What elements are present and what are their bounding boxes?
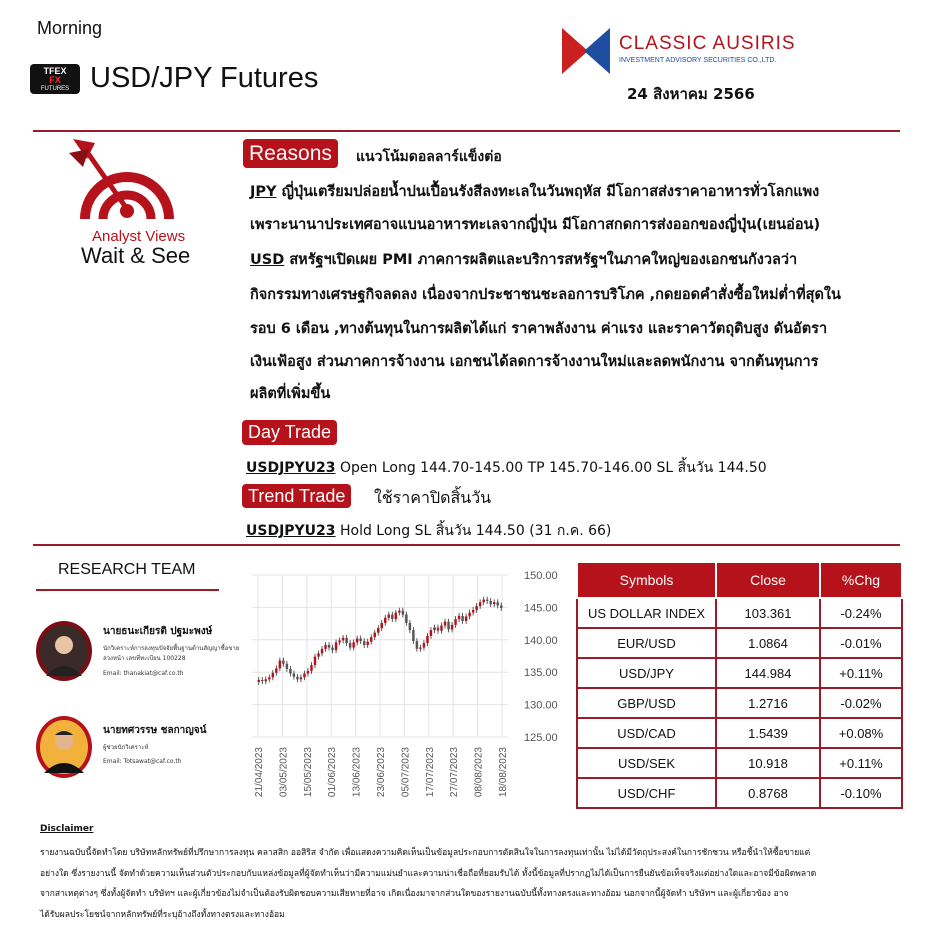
avatar xyxy=(35,620,93,682)
trend-trade-note: ใช้ราคาปิดสิ้นวัน xyxy=(374,488,492,507)
tfex-logo-line3: FUTURES xyxy=(40,86,70,92)
candle-body xyxy=(307,671,309,674)
symbol-cell: USD/JPY xyxy=(577,658,716,688)
candle-body xyxy=(398,611,400,613)
candle-body xyxy=(412,630,414,641)
candle-body xyxy=(265,679,267,681)
table-row xyxy=(577,778,902,808)
candle-body xyxy=(324,645,326,649)
x-tick-label: 15/05/2023 xyxy=(302,747,314,798)
candle-body xyxy=(258,680,260,682)
close-cell: 1.0864 xyxy=(716,628,820,658)
page-title: USD/JPY Futures xyxy=(90,62,319,94)
header-chg: %Chg xyxy=(820,562,902,598)
candle-body xyxy=(444,622,446,626)
table-row xyxy=(577,628,902,658)
candle-body xyxy=(342,638,344,641)
team-member-1-role: นักวิเคราะห์การลงทุนปัจจัยพื้นฐานด้านสัญญาซื้อขายล่วงหน้า เลขที่ทะเบียน 100228 xyxy=(103,645,240,662)
disclaimer-line: รายงานฉบับนี้จัดทำโดย บริษัทหลักทรัพย์ที่ปรึกษาการลงทุน คลาสสิก ออสิริส จำกัด เพื่อแสดงความคิดเห็นเป็นข้อมูลประกอบการตัดสินใจในการลงทุนเท่านั้น ไม่ได้มีวัตถุประสงค์ในการชักชวน หรือชี้นำให้ซื้อขายแต่ xyxy=(40,848,811,858)
team-member-2-role: ผู้ช่วยนักวิเคราะห์ xyxy=(103,744,149,751)
y-tick-label: 130.00 xyxy=(524,699,558,712)
company-logo-icon xyxy=(560,26,612,76)
candle-body xyxy=(349,643,351,648)
day-trade-line xyxy=(246,457,767,479)
avatar xyxy=(35,715,93,779)
table-row xyxy=(577,688,902,718)
session-label: Morning xyxy=(37,18,103,38)
usd-paragraph-line5: ผลิตที่เพิ่มขึ้น xyxy=(250,386,331,402)
disclaimer-line: จากสาเหตุต่างๆ ซึ่งทั้งผู้จัดทำ บริษัทฯ และผู้เกี่ยวข้องไม่จำเป็นต้องรับผิดชอบความเสียหายที่อาจ เกิดเนื่องมาจากส่วนใดของรายงานฉบับนี้ทั้งทางตรงและทางอ้อม นอกจากนี้ผู้จัดทำ บริษัทฯ และผู้เกี่ยวข้อง อาจ xyxy=(40,889,789,899)
symbol-cell: US DOLLAR INDEX xyxy=(577,598,716,628)
company-name: CLASSIC AUSIRIS xyxy=(619,33,796,54)
candle-body xyxy=(272,673,274,678)
candle-body xyxy=(366,642,368,645)
day-trade-text: Open Long 144.70-145.00 TP 145.70-146.00 SL สิ้นวัน 144.50 xyxy=(335,460,767,476)
team-member-1-name: นายธนะเกียรติ ปฐมะพงษ์ xyxy=(103,626,213,637)
jpy-tag: JPY xyxy=(250,184,277,200)
trend-trade-text: Hold Long SL สิ้นวัน 144.50 (31 ก.ค. 66) xyxy=(335,523,612,539)
candle-body xyxy=(430,630,432,636)
y-tick-label: 140.00 xyxy=(524,634,558,647)
analyst-caption: Analyst Views xyxy=(92,228,186,245)
table-row xyxy=(577,658,902,688)
research-team-underline xyxy=(36,589,219,591)
reasons-headline: แนวโน้มดอลลาร์แข็งต่อ xyxy=(356,149,502,165)
chg-cell: +0.11% xyxy=(820,658,902,688)
candle-body xyxy=(489,601,491,604)
x-tick-label: 17/07/2023 xyxy=(424,747,436,798)
candle-body xyxy=(359,639,361,642)
candle-body xyxy=(451,625,453,630)
candle-body xyxy=(303,673,305,677)
candle-body xyxy=(461,616,463,621)
quotes-header-row xyxy=(577,562,902,598)
candle-body xyxy=(356,639,358,643)
header-divider xyxy=(33,130,900,132)
usd-tag: USD xyxy=(250,252,285,268)
header-close: Close xyxy=(716,562,820,598)
chg-cell: +0.08% xyxy=(820,718,902,748)
candle-body xyxy=(279,661,281,669)
y-tick-label: 145.00 xyxy=(524,602,558,615)
chg-cell: -0.01% xyxy=(820,628,902,658)
research-team-title: RESEARCH TEAM xyxy=(58,561,196,578)
candle-body xyxy=(321,649,323,654)
candle-body xyxy=(440,626,442,631)
x-tick-label: 01/06/2023 xyxy=(327,747,339,798)
candle-body xyxy=(282,661,284,664)
candle-body xyxy=(391,615,393,620)
close-cell: 1.5439 xyxy=(716,718,820,748)
candle-body xyxy=(482,600,484,603)
usd-paragraph-line2: กิจกรรมทางเศรษฐกิจลดลง เนื่องจากประชาชนชะลอการบริโภค ,กดยอดคำสั่งซื้อใหม่ต่ำที่สุดใน xyxy=(250,287,841,303)
candle-body xyxy=(405,615,407,623)
trend-trade-symbol: USDJPYU23 xyxy=(246,523,336,539)
candle-body xyxy=(377,628,379,633)
quotes-table xyxy=(576,561,903,809)
close-cell: 10.918 xyxy=(716,748,820,778)
chg-cell: -0.10% xyxy=(820,778,902,808)
candle-body xyxy=(381,623,383,628)
x-tick-label: 23/06/2023 xyxy=(376,747,387,798)
team-member-2-email: Email: Totsawat@caf.co.th xyxy=(103,758,182,765)
candle-body xyxy=(458,616,460,619)
x-tick-label: 18/08/2023 xyxy=(498,747,509,798)
candle-body xyxy=(296,677,298,680)
candle-body xyxy=(486,600,488,601)
chg-cell: +0.11% xyxy=(820,748,902,778)
candle-body xyxy=(268,677,270,679)
tfex-logo-line1: TFEX xyxy=(43,66,67,76)
x-tick-label: 03/05/2023 xyxy=(278,747,290,798)
candle-body xyxy=(328,645,330,648)
candle-body xyxy=(496,602,498,605)
tfex-logo xyxy=(30,64,80,94)
candle-body xyxy=(426,636,428,643)
header-symbols: Symbols xyxy=(577,562,716,598)
candle-body xyxy=(475,606,477,610)
candle-body xyxy=(447,622,449,630)
candle-body xyxy=(437,627,439,630)
y-tick-label: 150.00 xyxy=(524,570,558,582)
disclaimer-title: Disclaimer xyxy=(40,824,94,834)
candle-body xyxy=(419,648,421,649)
symbol-cell: USD/CAD xyxy=(577,718,716,748)
candle-body xyxy=(338,640,340,642)
table-row xyxy=(577,598,902,628)
candle-body xyxy=(433,627,435,630)
candle-body xyxy=(370,637,372,642)
candle-body xyxy=(395,613,397,619)
candle-body xyxy=(479,602,481,606)
candle-body xyxy=(472,610,474,613)
team-member-2-name: นายทศวรรษ ชลกาญจน์ xyxy=(103,725,207,736)
usd-paragraph-line3: รอบ 6 เดือน ,ทางต้นทุนในการผลิตได้แก่ ราคาพลังงาน ค่าแรง และราคาวัตถุดิบสูง ดันอัตรา xyxy=(250,321,828,337)
symbol-cell: EUR/USD xyxy=(577,628,716,658)
candle-body xyxy=(314,657,316,665)
candle-body xyxy=(493,602,495,604)
trend-trade-line xyxy=(246,520,611,542)
candle-body xyxy=(293,673,295,676)
candle-body xyxy=(331,648,333,651)
candle-body xyxy=(402,611,404,615)
close-cell: 1.2716 xyxy=(716,688,820,718)
candle-body xyxy=(317,653,319,656)
candle-body xyxy=(454,619,456,625)
jpy-paragraph-line2: เพราะนานาประเทศอาจแบนอาหารทะเลจากญี่ปุ่น มีโอกาสกดการส่งออกของญี่ปุ่น(เยนอ่อน) xyxy=(250,217,821,233)
x-tick-label: 08/08/2023 xyxy=(473,747,485,798)
jpy-paragraph-line1 xyxy=(250,180,819,203)
symbol-cell: USD/CHF xyxy=(577,778,716,808)
report-date: 24 สิงหาคม 2566 xyxy=(627,85,755,103)
usd-text-1: สหรัฐฯเปิดเผย PMI ภาคการผลิตและบริการสหรัฐฯในภาคใหญ่ของเอกชนกังวลว่า xyxy=(284,252,798,268)
candle-body xyxy=(388,615,390,618)
symbol-cell: USD/SEK xyxy=(577,748,716,778)
candle-body xyxy=(310,665,312,671)
chg-cell: -0.02% xyxy=(820,688,902,718)
close-cell: 0.8768 xyxy=(716,778,820,808)
day-trade-label: Day Trade xyxy=(242,420,337,445)
candle-body xyxy=(465,616,467,621)
candle-body xyxy=(352,642,354,647)
x-tick-label: 05/07/2023 xyxy=(400,747,412,798)
disclaimer-line: อย่างใด ซึ่งรายงานนี้ จัดทำด้วยความเห็นส่วนตัวประกอบกับแหล่งข้อมูลที่ผู้จัดทำเห็นว่ามีความแม่นยำและความน่าเชื่อถือที่ยอมรับได้ ทั้งนี้ข้อมูลที่ปรากฏไม่ได้เป็นการยืนยันข้อเท็จจริงแต่อย่างใดและอาจมีข้อผิดพลาด xyxy=(40,869,817,879)
candle-body xyxy=(416,641,418,649)
symbol-cell: GBP/USD xyxy=(577,688,716,718)
team-member-1-email: Email: thanakiat@caf.co.th xyxy=(103,670,184,677)
disclaimer-line: ได้รับผลประโยชน์จากหลักทรัพย์ที่ระบุอ้างถึงทั้งทางตรงและทางอ้อม xyxy=(40,910,285,920)
candle-body xyxy=(423,643,425,648)
reasons-label: Reasons xyxy=(243,139,338,168)
trend-trade-label: Trend Trade xyxy=(242,484,351,508)
candle-body xyxy=(345,638,347,643)
y-tick-label: 135.00 xyxy=(524,667,558,680)
company-subtitle: INVESTMENT ADVISORY SECURITIES CO.,LTD. xyxy=(619,57,777,64)
usd-paragraph-line4: เงินเฟ้อสูง ส่วนภาคการจ้างงาน เอกชนได้ลดการจ้างงานใหม่และลดพนักงาน จากต้นทุนการ xyxy=(250,354,819,370)
candle-body xyxy=(335,642,337,650)
candle-body xyxy=(300,677,302,679)
candle-body xyxy=(500,605,502,608)
usd-paragraph-line1 xyxy=(250,248,797,271)
target-icon xyxy=(65,135,185,235)
candle-body xyxy=(363,641,365,645)
tfex-logo-line2: FX xyxy=(49,75,61,85)
candle-body xyxy=(384,618,386,623)
x-tick-label: 27/07/2023 xyxy=(449,747,461,798)
day-trade-symbol: USDJPYU23 xyxy=(246,460,336,476)
analyst-view: Wait & See xyxy=(81,243,191,268)
jpy-text-1: ญี่ปุ่นเตรียมปล่อยน้ำปนเปื้อนรังสีลงทะเลในวันพฤหัส มีโอกาสส่งราคาอาหารทั่วโลกแพง xyxy=(276,184,820,200)
candle-body xyxy=(373,633,375,638)
y-tick-label: 125.00 xyxy=(524,732,558,744)
close-cell: 103.361 xyxy=(716,598,820,628)
table-row xyxy=(577,748,902,778)
chg-cell: -0.24% xyxy=(820,598,902,628)
x-tick-label: 13/06/2023 xyxy=(351,747,363,798)
candle-body xyxy=(275,668,277,673)
price-chart xyxy=(240,565,570,810)
candle-body xyxy=(286,664,288,669)
candle-body xyxy=(289,669,291,674)
candle-body xyxy=(468,613,470,617)
section-divider xyxy=(33,544,900,546)
table-row xyxy=(577,718,902,748)
close-cell: 144.984 xyxy=(716,658,820,688)
x-tick-label: 21/04/2023 xyxy=(254,747,265,798)
candle-body xyxy=(409,623,411,630)
candle-body xyxy=(261,680,263,681)
